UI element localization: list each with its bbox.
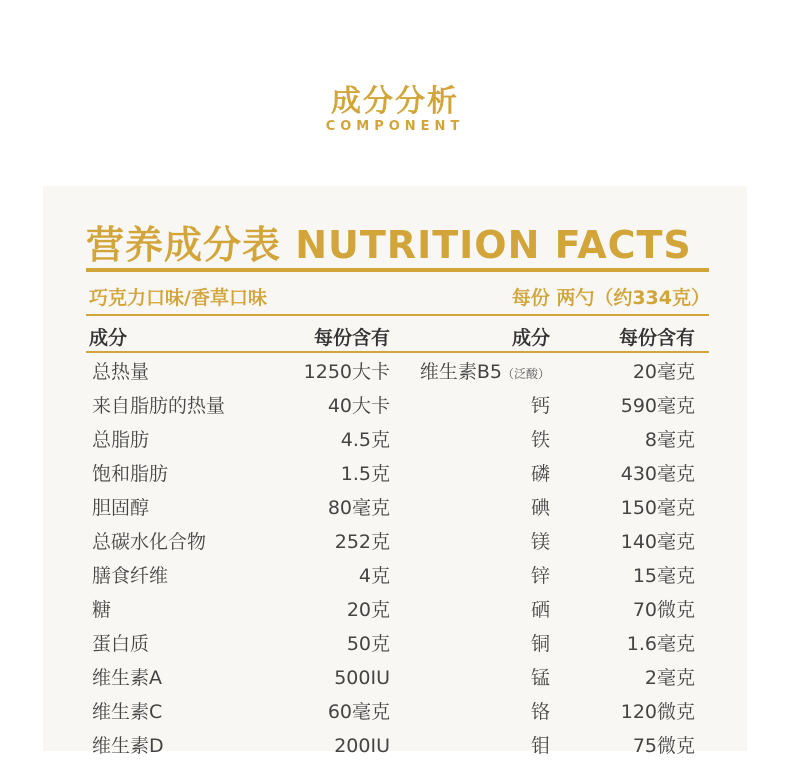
mineral-name (531, 695, 550, 731)
mineral-name-text: 铜 (530, 633, 550, 655)
mineral-name (531, 491, 550, 527)
column-header-name-right: 成分 (511, 327, 550, 349)
nutrient-value: 60毫克 (327, 701, 390, 723)
nutrient-name: 维生素D (92, 735, 164, 757)
nutrient-value: 4.5克 (340, 429, 390, 451)
mineral-name (531, 729, 550, 765)
mineral-value: 15毫克 (632, 565, 695, 587)
nutrient-value: 4克 (358, 565, 390, 587)
mineral-name (531, 389, 550, 425)
table-row (0, 457, 790, 491)
flavor-label: 巧克力口味/香草口味 (89, 287, 267, 309)
mineral-name (531, 593, 550, 629)
mineral-name-text: 铬 (530, 701, 550, 723)
column-header-name-left: 成分 (89, 327, 128, 349)
nutrient-name: 总热量 (92, 361, 150, 383)
nutrient-value: 1.5克 (340, 463, 390, 485)
nutrition-title: 营养成分表 NUTRITION FACTS (86, 223, 692, 267)
nutrient-name: 胆固醇 (92, 497, 150, 519)
nutrient-name: 糖 (92, 599, 112, 621)
mineral-name-text: 锰 (530, 667, 550, 689)
table-row (0, 423, 790, 457)
mineral-name-text: 钙 (530, 395, 550, 417)
mineral-name-text: 镁 (530, 531, 550, 553)
nutrient-name: 总碳水化合物 (92, 531, 207, 553)
mineral-name-text: 铁 (530, 429, 550, 451)
mineral-name (531, 661, 550, 697)
table-row (0, 525, 790, 559)
table-row (0, 593, 790, 627)
mineral-value: 140毫克 (620, 531, 695, 553)
mineral-value: 1.6毫克 (626, 633, 695, 655)
mineral-name (531, 525, 550, 561)
nutrient-value: 252克 (334, 531, 390, 553)
mineral-name-note: （泛酸） (501, 367, 550, 381)
mineral-name-text: 锌 (530, 565, 550, 587)
nutrient-value: 80毫克 (327, 497, 390, 519)
nutrient-name: 蛋白质 (92, 633, 150, 655)
mineral-name (531, 423, 550, 459)
title-underline (86, 268, 709, 272)
column-header-value-right: 每份含有 (618, 327, 695, 349)
mineral-name (420, 355, 550, 391)
nutrient-value: 20克 (346, 599, 390, 621)
header-underline (86, 351, 709, 353)
mineral-value: 75微克 (632, 735, 695, 757)
mineral-name (531, 457, 550, 493)
mineral-value: 8毫克 (644, 429, 695, 451)
mineral-name-text: 硒 (530, 599, 550, 621)
header-title: 成分分析 (331, 84, 459, 119)
nutrient-value: 50克 (346, 633, 390, 655)
mineral-name-text: 磷 (530, 463, 550, 485)
nutrient-name: 总脂肪 (92, 429, 150, 451)
mineral-value: 430毫克 (620, 463, 695, 485)
nutrient-name: 来自脂肪的热量 (92, 395, 226, 417)
mineral-value: 120微克 (620, 701, 695, 723)
nutrient-value: 40大卡 (327, 395, 390, 417)
mineral-name-text: 钼 (530, 735, 550, 757)
mineral-name (531, 559, 550, 595)
serving-size: 每份 两勺（约334克） (511, 287, 710, 309)
nutrient-value: 200IU (334, 735, 390, 757)
table-row (0, 559, 790, 593)
column-header-value-left: 每份含有 (313, 327, 390, 349)
table-row (0, 355, 790, 389)
mineral-name-text: 碘 (530, 497, 550, 519)
nutrient-name: 饱和脂肪 (92, 463, 169, 485)
table-row (0, 491, 790, 525)
table-row (0, 389, 790, 423)
header-subtitle: COMPONENT (325, 119, 465, 134)
nutrient-name: 维生素A (92, 667, 162, 689)
table-row (0, 695, 790, 729)
nutrient-name: 维生素C (92, 701, 163, 723)
mineral-value: 150毫克 (620, 497, 695, 519)
mineral-value: 70微克 (632, 599, 695, 621)
nutrient-name: 膳食纤维 (92, 565, 169, 587)
table-row (0, 627, 790, 661)
table-row (0, 729, 790, 763)
mineral-value: 2毫克 (644, 667, 695, 689)
nutrient-value: 500IU (334, 667, 390, 689)
serving-underline (86, 314, 709, 316)
mineral-value: 20毫克 (632, 361, 695, 383)
nutrient-value: 1250大卡 (303, 361, 390, 383)
mineral-name-text: 维生素B5 (419, 361, 502, 383)
mineral-value: 590毫克 (620, 395, 695, 417)
table-row (0, 661, 790, 695)
mineral-name (531, 627, 550, 663)
